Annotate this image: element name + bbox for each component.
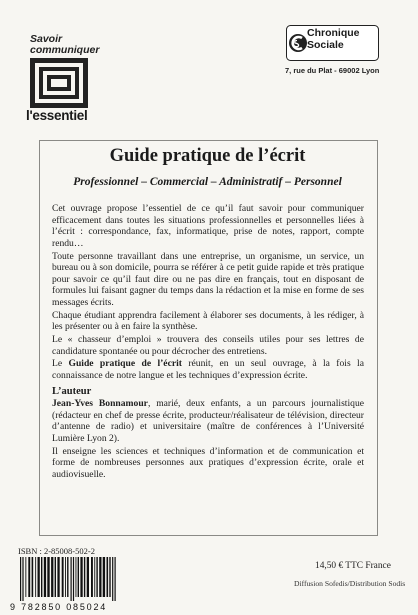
author-heading: L’auteur [52, 385, 92, 397]
series-line-2: communiquer [30, 44, 100, 56]
description-paragraph-3: Chaque étudiant apprendra facilement à élaborer ses documents, à les rédiger, à les présenter ou à en faire la synthèse. [52, 309, 364, 333]
description-paragraph-5 [52, 358, 364, 381]
book-description [52, 203, 364, 482]
book-subtitle: Professionnel – Commercial – Administratif – Personnel [73, 176, 342, 188]
publisher-name [307, 27, 360, 51]
series-line-1: Savoir [30, 33, 63, 45]
price: 14,50 € TTC France [315, 561, 391, 571]
barcode-number: 9 782850 085024 [10, 602, 108, 612]
nested-squares-logo-icon [30, 58, 88, 108]
author-teaching: Il enseigne les sciences et techniques d’information et de communication et forme de nombreuses personnes aux pratiques d’expression écrite, orale et audiovisuelle. [52, 445, 364, 480]
author-bio-text: , marié, deux enfants, a un parcours journalistique (rédacteur en chef de presse écrite, producteur/réalisateur de télévision, directeur d’antenne de radio) et universitaire (maître de conférences à l’Université Lumière Lyon 2). [52, 398, 364, 445]
book-title: Guide pratique de l’écrit [109, 146, 306, 166]
distribution: Diffusion Sofedis/Distribution Sodis [294, 579, 406, 588]
author-bio [52, 398, 364, 444]
publisher-address: 7, rue du Plat - 69002 Lyon [285, 66, 380, 75]
p5-book-title: Guide pratique de l’écrit [68, 358, 182, 370]
barcode-graphic-icon [18, 557, 152, 601]
p5-start: Le [52, 358, 69, 370]
publisher-name-line-2: Sociale [307, 39, 344, 51]
isbn: ISBN : 2-85008-502-2 [18, 546, 95, 556]
series-name [30, 34, 116, 56]
series-brand: l'essentiel [26, 108, 88, 123]
description-paragraph-1: Cet ouvrage propose l’essentiel de ce qu’il faut savoir pour communiquer efficacement dans toutes les situations professionnelles et personnelles liées à l’écrit : correspondance, fax, informatique, prise de notes, rapport, compte rendu… [52, 203, 364, 249]
author-name: Jean-Yves Bonnamour [52, 398, 148, 410]
description-paragraph-2: Toute personne travaillant dans une entreprise, un organisme, un service, un bureau ou à son domicile, pourra se référer à ce petit guide rapide et très pratique pour savoir ce qu’il faut dire ou ne pas dire en français, tout en disposant de formules lui faisant gagner du temps dans la rédaction et la mise en forme de ses messages écrits. [52, 250, 364, 308]
description-paragraph-4: Le « chasseur d’emploi » trouvera des conseils utiles pour ses lettres de candidature spontanée ou pour décrocher des entretiens. [52, 334, 364, 357]
p5-end: réunit, en un seul ouvrage, à la fois la connaissance de notre langue et les techniques d’expression écrite. [52, 358, 364, 382]
publisher-name-line-1: Chronique [307, 27, 360, 39]
